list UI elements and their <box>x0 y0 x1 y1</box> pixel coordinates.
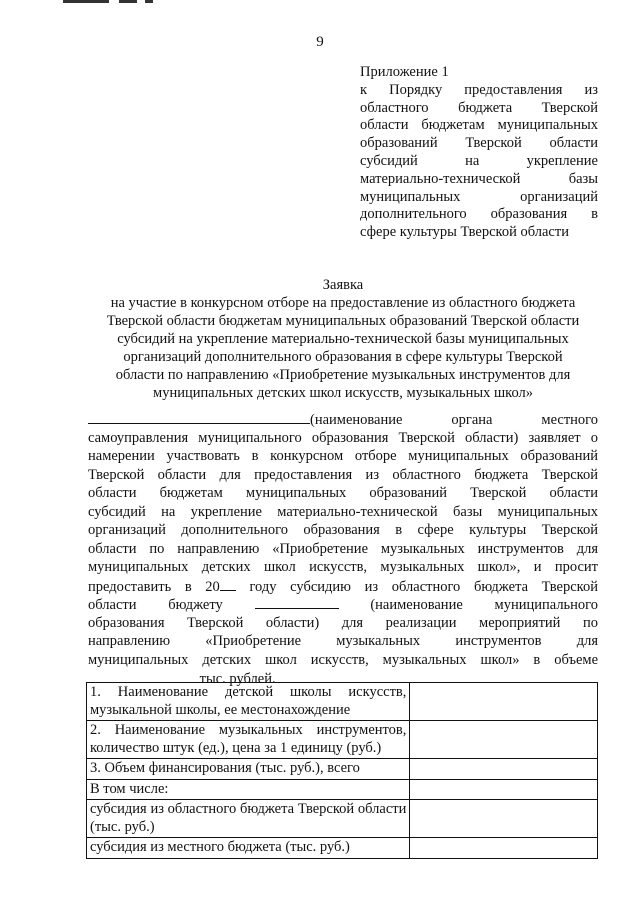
fill-in-blank[interactable] <box>88 410 310 424</box>
body-text: тыс. рублей. <box>199 671 276 687</box>
body-line: направлению «Приобретение музыкальных инструментов для <box>88 633 598 649</box>
body-line <box>88 577 598 596</box>
appendix-line: области бюджетам муниципальных <box>360 117 598 134</box>
appendix-block <box>360 64 598 242</box>
year-blank[interactable] <box>220 577 236 591</box>
body-text: году субсидию из областного бюджета Тверской <box>249 578 598 595</box>
title-line: субсидий на укрепление материально-технической базы муниципальных <box>117 331 569 347</box>
appendix-line: областного бюджета Тверской <box>360 99 598 116</box>
table-row-label: субсидия из областного бюджета Тверской области (тыс. руб.) <box>87 800 410 838</box>
body-line: муниципальных детских школ искусств, музыкальных школ» в объеме <box>88 651 598 668</box>
title-line: Тверской области бюджетам муниципальных образований Тверской области <box>106 313 580 329</box>
body-text: области бюджету <box>88 597 223 613</box>
body-line: самоуправления муниципального образования Тверской области) заявляет о <box>88 429 598 446</box>
appendix-line: дополнительного образования в <box>360 206 598 223</box>
title-line: организаций дополнительного образования в сфере культуры Тверской <box>123 349 563 365</box>
body-line: Тверской области для предоставления из областного бюджета Тверской <box>88 466 598 483</box>
budget-blank[interactable] <box>255 595 339 609</box>
appendix-line: сфере культуры Тверской области <box>360 224 569 241</box>
body-line: области по направлению «Приобретение музыкальных инструментов для <box>88 540 598 557</box>
body-text: (наименование муниципального <box>370 597 599 613</box>
table-row <box>87 759 598 780</box>
body-text: (наименование органа местного <box>310 412 598 428</box>
appendix-line: образований Тверской области <box>360 135 598 152</box>
appendix-line: к Порядку предоставления из <box>360 81 598 98</box>
application-table <box>86 682 598 859</box>
amount-blank[interactable] <box>88 669 196 683</box>
body-line: организаций дополнительного образования в сфере культуры Тверской <box>88 522 598 538</box>
appendix-line: материально-технической базы <box>360 170 598 187</box>
table-value-cell[interactable] <box>410 683 598 721</box>
body-line: области бюджетам муниципальных образований Тверской области <box>88 485 598 501</box>
table-value-cell[interactable] <box>410 779 598 800</box>
body-line <box>88 410 598 429</box>
table-row-label: субсидия из местного бюджета (тыс. руб.) <box>87 838 410 859</box>
table-row <box>87 838 598 859</box>
table-value-cell[interactable] <box>410 800 598 838</box>
application-body <box>88 410 598 688</box>
table-row-label: 1. Наименование детской школы искусств, музыкальной школы, ее местонахождение <box>87 683 410 721</box>
page-number: 9 <box>316 34 324 50</box>
body-line: муниципальных детских школ искусств, музыкальных школ», и просит <box>88 559 598 575</box>
title-line: на участие в конкурсном отборе на предоставление из областного бюджета <box>110 295 576 311</box>
table-row-label: 3. Объем финансирования (тыс. руб.), всего <box>87 759 410 780</box>
title-line: области по направлению «Приобретение музыкальных инструментов для <box>115 367 571 383</box>
application-title-block <box>88 276 598 402</box>
body-line: субсидий на укрепление материально-технической базы муниципальных <box>88 503 598 520</box>
table-row <box>87 800 598 838</box>
table-row <box>87 779 598 800</box>
body-line: образования Тверской области) для реализации мероприятий по <box>88 614 598 631</box>
document-title: Заявка <box>322 277 364 293</box>
table-value-cell[interactable] <box>410 721 598 759</box>
appendix-line: муниципальных организаций <box>360 188 598 205</box>
body-line <box>88 595 598 614</box>
title-line: муниципальных детских школ искусств, музыкальных школ» <box>153 385 533 401</box>
appendix-line: субсидий на укрепление <box>360 152 598 169</box>
table-row <box>87 721 598 759</box>
body-line: намерении участвовать в конкурсном отборе муниципальных образований <box>88 448 598 464</box>
body-text: предоставить в 20 <box>88 578 220 595</box>
table-row-label: 2. Наименование музыкальных инструментов, количество штук (ед.), цена за 1 единицу (руб.) <box>87 721 410 759</box>
table-value-cell[interactable] <box>410 838 598 859</box>
table-value-cell[interactable] <box>410 759 598 780</box>
table-row-label: В том числе: <box>87 779 410 800</box>
table-row <box>87 683 598 721</box>
appendix-line: Приложение 1 <box>360 64 449 80</box>
